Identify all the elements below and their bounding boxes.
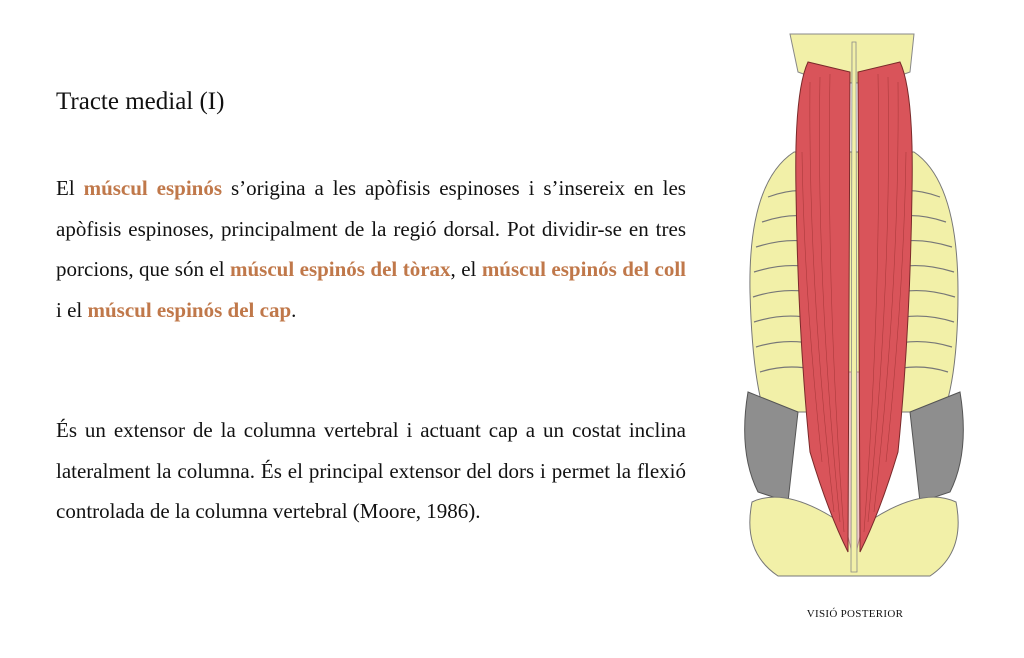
- highlight-spinalis-cervicis: múscul espinós del coll: [481, 257, 686, 281]
- text-segment: El: [56, 176, 84, 200]
- highlight-spinalis-capitis: múscul espinós del cap: [87, 297, 292, 322]
- lateral-muscle-left: [745, 392, 798, 502]
- page-title: Tracte medial (I): [56, 88, 225, 115]
- text-segment: .: [291, 297, 297, 322]
- paragraph-origin: [56, 168, 686, 330]
- text-segment: i el: [56, 297, 88, 322]
- figure-caption: VISIÓ POSTERIOR: [806, 608, 904, 620]
- text-segment: s’origina a les apòfisis espinoses i s’insereix en les apòfisis espinoses, principalment de la regió dorsal. Pot dividir-se en tres porcions, que són el: [56, 176, 686, 281]
- anatomy-illustration: [738, 32, 970, 578]
- text-segment: , el: [450, 257, 482, 281]
- muscle-left: [796, 62, 850, 552]
- highlight-spinalis-thoracis: múscul espinós del tòrax: [230, 257, 451, 281]
- spinal-column: [851, 42, 857, 572]
- paragraph-function: És un extensor de la columna vertebral i actuant cap a un costat inclina lateralment la columna. És el principal extensor del dors i permet la flexió controlada de la columna vertebral (Moore, 1986).: [56, 418, 686, 523]
- highlight-spinalis: múscul espinós: [83, 176, 223, 200]
- muscle-right: [858, 62, 912, 552]
- lateral-muscle-right: [910, 392, 963, 502]
